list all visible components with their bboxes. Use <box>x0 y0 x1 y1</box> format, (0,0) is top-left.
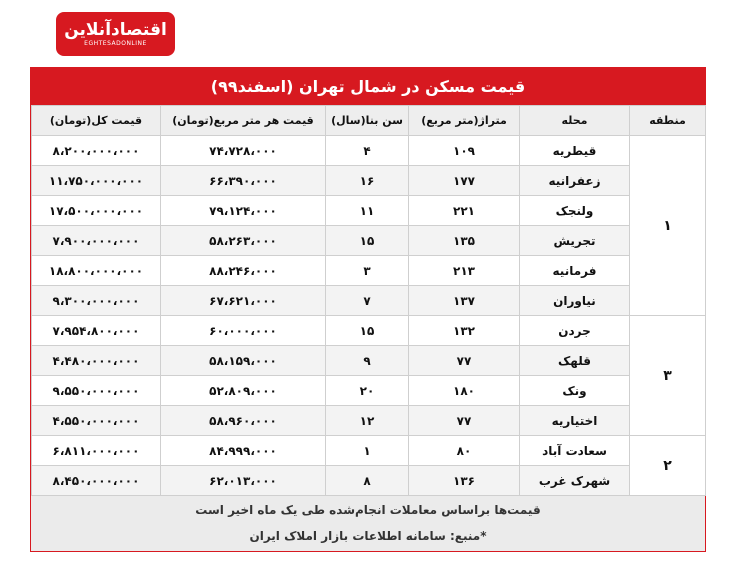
price-per-m2-cell: ۵۲،۸۰۹،۰۰۰ <box>161 376 326 406</box>
price-per-m2-cell: ۵۸،۱۵۹،۰۰۰ <box>161 346 326 376</box>
neighborhood-cell: سعادت آباد <box>520 436 630 466</box>
region-cell: ۱ <box>630 136 706 316</box>
total-price-cell: ۹،۳۰۰،۰۰۰،۰۰۰ <box>32 286 161 316</box>
age-cell: ۱۶ <box>326 166 409 196</box>
area-cell: ۸۰ <box>409 436 520 466</box>
note-source: *منبع: سامانه اطلاعات بازار املاک ایران <box>249 529 487 543</box>
price-table-card <box>30 67 706 552</box>
table-row <box>32 316 706 346</box>
price-per-m2-cell: ۸۴،۹۹۹،۰۰۰ <box>161 436 326 466</box>
brand-logo <box>56 12 175 56</box>
total-price-cell: ۱۱،۷۵۰،۰۰۰،۰۰۰ <box>32 166 161 196</box>
area-cell: ۷۷ <box>409 346 520 376</box>
table-row <box>32 436 706 466</box>
age-cell: ۸ <box>326 466 409 496</box>
header-total-price: قیمت کل(تومان) <box>32 106 161 136</box>
area-cell: ۲۲۱ <box>409 196 520 226</box>
table-row <box>32 466 706 496</box>
neighborhood-cell: قلهک <box>520 346 630 376</box>
header-neighborhood: محله <box>520 106 630 136</box>
table-row <box>32 256 706 286</box>
age-cell: ۱۵ <box>326 226 409 256</box>
price-per-m2-cell: ۷۹،۱۲۴،۰۰۰ <box>161 196 326 226</box>
total-price-cell: ۷،۹۵۴،۸۰۰،۰۰۰ <box>32 316 161 346</box>
area-cell: ۱۳۲ <box>409 316 520 346</box>
total-price-cell: ۱۸،۸۰۰،۰۰۰،۰۰۰ <box>32 256 161 286</box>
table-row <box>32 166 706 196</box>
area-cell: ۱۳۵ <box>409 226 520 256</box>
price-per-m2-cell: ۵۸،۲۶۳،۰۰۰ <box>161 226 326 256</box>
price-per-m2-cell: ۶۷،۶۲۱،۰۰۰ <box>161 286 326 316</box>
area-cell: ۱۳۷ <box>409 286 520 316</box>
total-price-cell: ۶،۸۱۱،۰۰۰،۰۰۰ <box>32 436 161 466</box>
neighborhood-cell: تجریش <box>520 226 630 256</box>
header-area: متراژ(متر مربع) <box>409 106 520 136</box>
total-price-cell: ۴،۴۸۰،۰۰۰،۰۰۰ <box>32 346 161 376</box>
neighborhood-cell: نیاوران <box>520 286 630 316</box>
total-price-cell: ۷،۹۰۰،۰۰۰،۰۰۰ <box>32 226 161 256</box>
area-cell: ۲۱۳ <box>409 256 520 286</box>
total-price-cell: ۴،۵۵۰،۰۰۰،۰۰۰ <box>32 406 161 436</box>
note-basis: قیمت‌ها براساس معاملات انجام‌شده طی یک ماه اخیر است <box>195 503 541 517</box>
header-age: سن بنا(سال) <box>326 106 409 136</box>
age-cell: ۱۲ <box>326 406 409 436</box>
table-row <box>32 346 706 376</box>
price-per-m2-cell: ۶۰،۰۰۰،۰۰۰ <box>161 316 326 346</box>
price-per-m2-cell: ۵۸،۹۶۰،۰۰۰ <box>161 406 326 436</box>
total-price-cell: ۱۷،۵۰۰،۰۰۰،۰۰۰ <box>32 196 161 226</box>
neighborhood-cell: زعفرانیه <box>520 166 630 196</box>
total-price-cell: ۹،۵۵۰،۰۰۰،۰۰۰ <box>32 376 161 406</box>
age-cell: ۷ <box>326 286 409 316</box>
header-region: منطقه <box>630 106 706 136</box>
table-title: قیمت مسکن در شمال تهران (اسفند۹۹) <box>31 68 705 105</box>
table-row <box>32 196 706 226</box>
area-cell: ۱۳۶ <box>409 466 520 496</box>
header-price-per-m2: قیمت هر متر مربع(تومان) <box>161 106 326 136</box>
age-cell: ۴ <box>326 136 409 166</box>
neighborhood-cell: قیطریه <box>520 136 630 166</box>
table-row <box>32 136 706 166</box>
area-cell: ۷۷ <box>409 406 520 436</box>
age-cell: ۱۵ <box>326 316 409 346</box>
logo-text: اقتصادآنلاین <box>64 20 167 40</box>
area-cell: ۱۸۰ <box>409 376 520 406</box>
age-cell: ۱۱ <box>326 196 409 226</box>
table-row <box>32 226 706 256</box>
footnotes <box>31 495 705 551</box>
header-row <box>32 106 706 136</box>
region-cell: ۲ <box>630 436 706 496</box>
table-row <box>32 286 706 316</box>
area-cell: ۱۷۷ <box>409 166 520 196</box>
region-cell: ۳ <box>630 316 706 436</box>
price-per-m2-cell: ۷۴،۷۲۸،۰۰۰ <box>161 136 326 166</box>
neighborhood-cell: جردن <box>520 316 630 346</box>
neighborhood-cell: ولنجک <box>520 196 630 226</box>
neighborhood-cell: اختیاریه <box>520 406 630 436</box>
table-row <box>32 406 706 436</box>
age-cell: ۳ <box>326 256 409 286</box>
neighborhood-cell: فرمانیه <box>520 256 630 286</box>
age-cell: ۹ <box>326 346 409 376</box>
age-cell: ۲۰ <box>326 376 409 406</box>
price-per-m2-cell: ۶۲،۰۱۳،۰۰۰ <box>161 466 326 496</box>
table-row <box>32 376 706 406</box>
area-cell: ۱۰۹ <box>409 136 520 166</box>
age-cell: ۱ <box>326 436 409 466</box>
logo-subtext: EGHTESADONLINE <box>84 40 147 47</box>
neighborhood-cell: شهرک غرب <box>520 466 630 496</box>
total-price-cell: ۸،۲۰۰،۰۰۰،۰۰۰ <box>32 136 161 166</box>
price-per-m2-cell: ۶۶،۳۹۰،۰۰۰ <box>161 166 326 196</box>
neighborhood-cell: ونک <box>520 376 630 406</box>
price-per-m2-cell: ۸۸،۲۴۶،۰۰۰ <box>161 256 326 286</box>
price-table <box>31 105 706 496</box>
total-price-cell: ۸،۴۵۰،۰۰۰،۰۰۰ <box>32 466 161 496</box>
